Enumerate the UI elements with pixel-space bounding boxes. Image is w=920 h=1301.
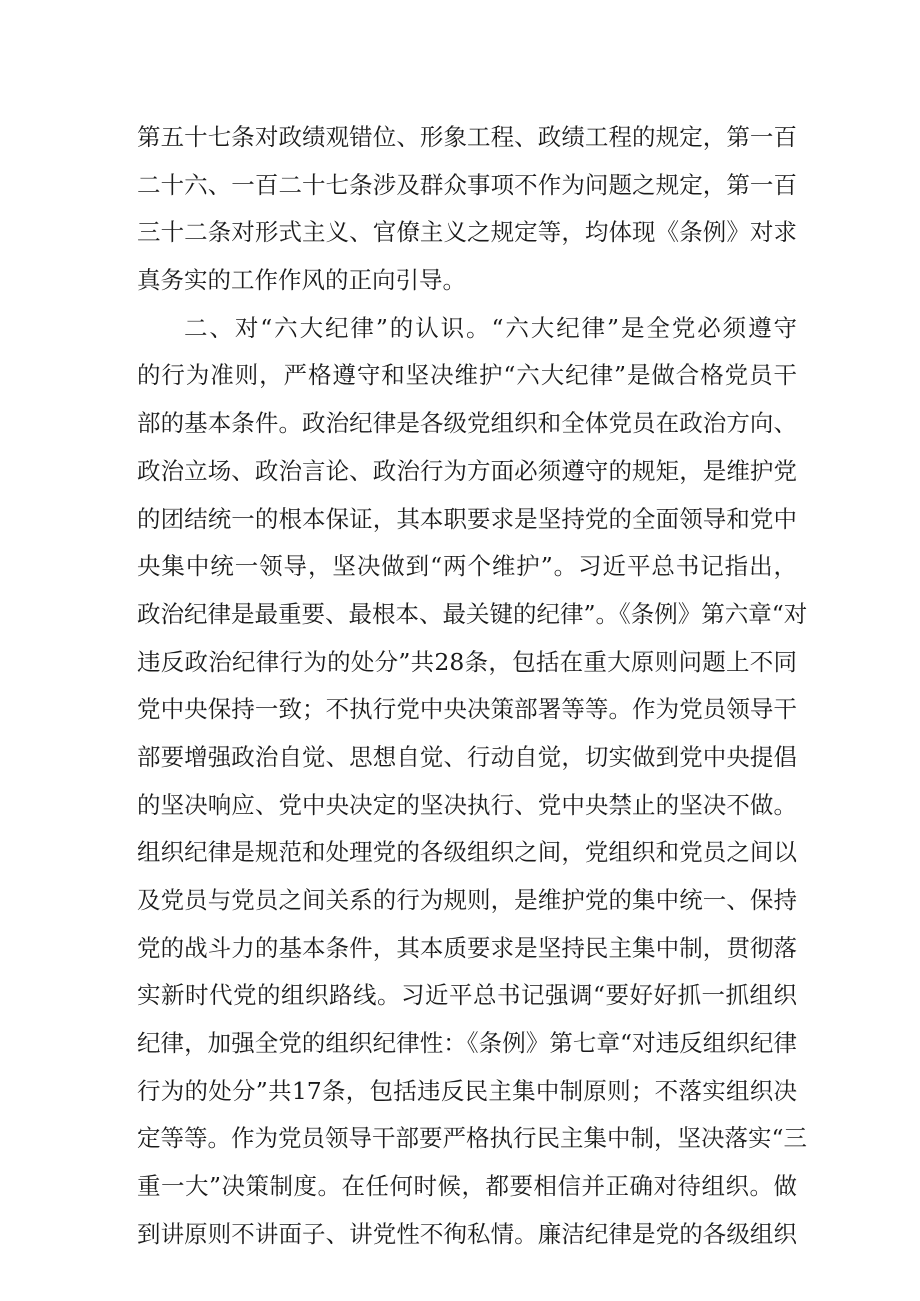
text-line: 的行为准则，严格遵守和坚决维护“六大纪律”是做合格党员干 — [137, 361, 797, 390]
paragraph-start-line: 二、对“六大纪律”的认识。“六大纪律”是全党必须遵守 — [184, 313, 797, 342]
text-line: 定等等。作为党员领导干部要严格执行民主集中制，坚决落实“三 — [137, 1124, 808, 1153]
text-line: 行为的处分”共17条，包括违反民主集中制原则；不落实组织决 — [137, 1076, 797, 1105]
text-line: 三十二条对形式主义、官僚主义之规定等，均体现《条例》对求 — [137, 218, 797, 247]
text-line: 党的战斗力的基本条件，其本质要求是坚持民主集中制，贯彻落 — [137, 933, 797, 962]
text-line: 政治纪律是最重要、最根本、最关键的纪律”。《条例》第六章“对 — [137, 599, 808, 628]
text-line: 到讲原则不讲面子、讲党性不徇私情。廉洁纪律是党的各级组织 — [137, 1219, 797, 1248]
text-line: 及党员与党员之间关系的行为规则，是维护党的集中统一、保持 — [137, 886, 797, 914]
text-line: 组织纪律是规范和处理党的各级组织之间，党组织和党员之间以 — [137, 838, 797, 867]
text-line: 的团结统一的根本保证，其本职要求是坚持党的全面领导和党中 — [137, 504, 797, 533]
text-line: 央集中统一领导，坚决做到“两个维护”。习近平总书记指出， — [137, 552, 797, 581]
text-line: 实新时代党的组织路线。习近平总书记强调“要好好抓一抓组织 — [137, 981, 797, 1010]
text-line: 重一大”决策制度。在任何时候，都要相信并正确对待组织。做 — [137, 1172, 797, 1201]
paragraph-end-line: 真务实的工作作风的正向引导。 — [137, 266, 466, 295]
text-line: 第五十七条对政绩观错位、形象工程、政绩工程的规定，第一百 — [137, 123, 797, 151]
text-line: 的坚决响应、党中央决定的坚决执行、党中央禁止的坚决不做。 — [137, 790, 797, 819]
text-line: 部的基本条件。政治纪律是各级党组织和全体党员在政治方向、 — [137, 409, 797, 438]
text-line: 违反政治纪律行为的处分”共28条，包括在重大原则问题上不同 — [137, 647, 797, 676]
text-line: 党中央保持一致；不执行党中央决策部署等等。作为党员领导干 — [137, 695, 797, 724]
text-line: 二十六、一百二十七条涉及群众事项不作为问题之规定，第一百 — [137, 170, 797, 199]
text-line: 纪律，加强全党的组织纪律性：《条例》第七章“对违反组织纪律 — [137, 1029, 797, 1058]
text-line: 部要增强政治自觉、思想自觉、行动自觉，切实做到党中央提倡 — [137, 742, 797, 771]
body-text — [137, 114, 808, 1259]
text-line: 政治立场、政治言论、政治行为方面必须遵守的规矩，是维护党 — [137, 456, 797, 485]
